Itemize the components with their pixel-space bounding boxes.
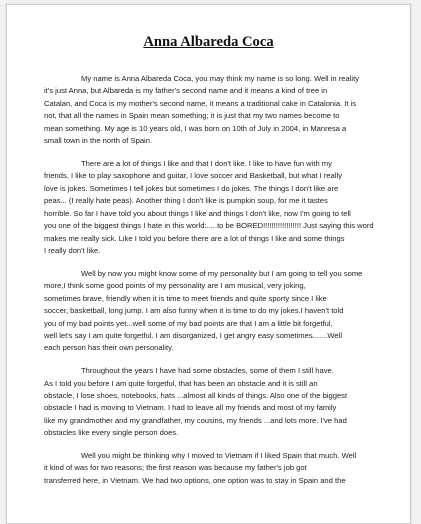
line-text: sometimes brave, friendly when it is time to meet friends and quite sporty since I like: [44, 293, 327, 303]
text-line: [44, 427, 394, 439]
line-text: you one of the biggest things I hate in this world:.....to be BORED!!!!!!!!!!!!!!!!!! Just saying this word: [44, 221, 374, 231]
line-text: small town in the north of Spain.: [44, 136, 153, 146]
text-line: [44, 208, 394, 220]
line-text: makes me really sick. Like I told you before there are a lot of things I like and some things: [44, 233, 345, 243]
paragraph: [44, 73, 394, 148]
paragraph: [44, 268, 394, 355]
line-text: Well by now you might know some of my personality but I am going to tell you some: [81, 268, 363, 278]
text-line: [44, 158, 394, 170]
text-line: [44, 365, 394, 377]
text-line: [44, 98, 394, 110]
text-line: [44, 183, 394, 195]
document-title: Anna Albareda Coca: [143, 34, 274, 50]
document-page: [6, 4, 411, 524]
text-line: [44, 170, 394, 182]
text-line: [44, 220, 394, 232]
line-text: Well you might be thinking why I moved to Vietnam if I liked Spain that much. Well: [81, 450, 357, 460]
text-line: [44, 330, 394, 342]
paragraph: [44, 365, 394, 440]
line-text: Catalan, and Coca is my mother's second name, it means a traditional cake in Catalonia. It is: [44, 98, 357, 108]
text-line: [44, 450, 394, 462]
text-line: [44, 245, 394, 257]
line-text: it kind of was for two reasons; the first reason was because my father's job got: [44, 463, 307, 473]
line-text: each person has their own personality.: [44, 343, 174, 353]
line-text: it's just Anna, but Albareda is my father's second name and it means a kind of tree in: [44, 86, 328, 96]
text-line: [44, 318, 394, 330]
line-text: peas... (I really hate peas). Another thing I don't like is pumpkin soup, for me it tastes: [44, 196, 328, 206]
text-line: [44, 280, 394, 292]
paragraph: [44, 450, 394, 487]
line-text: My name is Anna Albareda Coca, you may think my name is so long. Well in reality: [81, 74, 360, 83]
line-text: you of my bad points yet...well some of my bad points are that I am a little bit forgetful,: [44, 318, 333, 328]
text-line: [44, 462, 394, 474]
line-text: horrible. So far I have told you about things I like and things I don't like, now I'm going to tell: [44, 208, 351, 218]
text-line: [44, 378, 394, 390]
line-text: love is jokes. Sometimes I tell jokes but sometimes I do jokes. The things I don't like are: [44, 183, 339, 193]
line-text: not, that all the names in Spain mean something; it is just that my two names become to: [44, 111, 340, 121]
text-line: [44, 135, 394, 147]
text-line: [44, 195, 394, 207]
line-text: As I told you before I am quite forgetful, that has been an obstacle and it is still an: [44, 378, 318, 388]
line-text: Throughout the years I have had some obstacles, some of them I still have.: [81, 366, 334, 376]
line-text: transferred here, in Vietnam. We had two options, one option was to stay in Spain and the: [44, 475, 346, 485]
text-line: [44, 293, 394, 305]
text-line: [44, 305, 394, 317]
text-line: [44, 123, 394, 135]
line-text: obstacle, I lose shoes, notebooks, hats ...almost all kinds of things. Also one of the biggest: [44, 390, 348, 400]
line-text: more,I think some good points of my personality are I am musical, very joking,: [44, 281, 306, 291]
line-text: friends, I like to play saxophone and guitar, I love soccer and Basketball, but what I really: [44, 171, 343, 181]
text-line: [44, 390, 394, 402]
text-line: [44, 475, 394, 487]
text-line: [44, 342, 394, 354]
text-line: [44, 85, 394, 97]
paragraph: [44, 158, 394, 258]
text-line: [44, 73, 394, 85]
text-line: [44, 268, 394, 280]
line-text: obstacle I had is moving to Vietnam. I had to leave all my friends and most of my family: [44, 403, 337, 413]
text-line: [44, 402, 394, 414]
text-line: [44, 415, 394, 427]
line-text: mean something. My age is 10 years old, I was born on 10th of July in 2004, in Manresa a: [44, 123, 347, 133]
text-line: [44, 110, 394, 122]
document-body: [44, 73, 394, 498]
line-text: There are a lot of things I like and that I don't like. I like to have fun with my: [81, 158, 332, 168]
text-line: [44, 233, 394, 245]
line-text: soccer, basketball, long jump. I am also funny when it is time to do my jokes.I haven't told: [44, 306, 344, 316]
line-text: well let's say I am quite forgetful. I am disorganized, I get angry easy sometimes.......Well: [44, 330, 343, 340]
line-text: obstacles like every single person does.: [44, 428, 179, 438]
line-text: like my grandmother and my grandfather, my cousins, my friends ...and lots more. I've had: [44, 415, 347, 425]
line-text: I really don't like.: [44, 246, 101, 256]
